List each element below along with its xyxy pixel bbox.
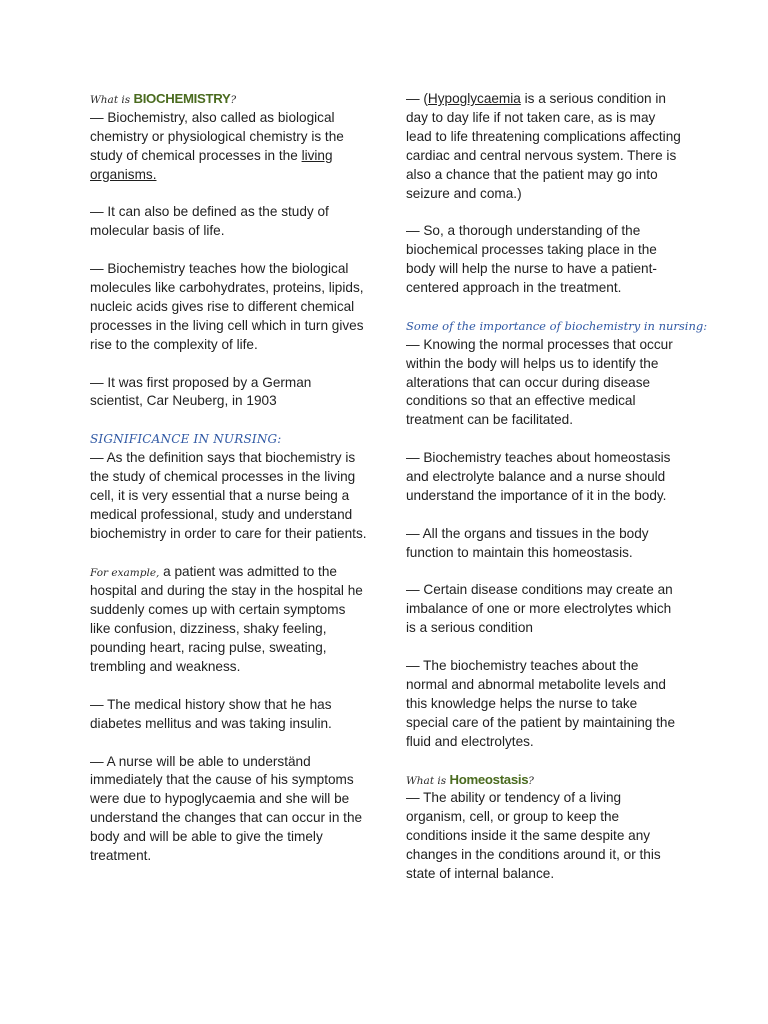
example-lead: For example, (90, 566, 160, 579)
heading-prefix: What is (90, 94, 134, 106)
right-column (406, 90, 708, 903)
paragraph-definition (90, 109, 368, 185)
paragraph-metabolite-levels: — The biochemistry teaches about the normal and abnormal metabolite levels and this knowledge helps the nurse to take special care of the patient by maintaining the fluid and electrolytes. (406, 658, 676, 749)
heading-suffix: ? (230, 94, 237, 106)
paragraph-normal-processes: — Knowing the normal processes that occur within the body will helps us to identify the alterations that can occur during disease conditions so that an effective medical treatment can be facilitated. (406, 336, 673, 428)
paragraph-example (90, 563, 368, 677)
heading-prefix: What is (406, 774, 450, 787)
paragraph-organs-tissues: — All the organs and tissues in the body function to maintain this homeostasis. (406, 525, 649, 560)
heading-keyword: BIOCHEMISTRY (133, 91, 231, 106)
paragraph-medical-history: — The medical history show that he has diabetes mellitus and was taking insulin. (90, 696, 332, 731)
underlined-text: living organisms. (90, 147, 333, 182)
paragraph-thorough-understanding: — So, a thorough understanding of the biochemical processes taking place in the body will help the nurse to have a patient-centered approach in the treatment. (406, 223, 657, 296)
paragraph-significance: — As the definition says that biochemistry is the study of chemical processes in the living cell, it is very essential that a nurse being a medical professional, study and understand biochemistry in order to care for their patients. (90, 450, 367, 541)
underlined-text: Hypoglycaemia (427, 91, 521, 106)
heading-keyword: Homeostasis (449, 771, 529, 787)
paragraph-homeostasis-definition: — The ability or tendency of a living organism, cell, or group to keep the conditions inside it the same despite any changes in the conditions around it, or this state of internal balance. (406, 790, 661, 882)
paragraph-text: a patient was admitted to the hospital and during the stay in the hospital he suddenly comes up with certain symptoms like confusion, dizziness, shaky feeling, pounding heart, racing pulse, sweating, trembling and weakness. (90, 563, 363, 675)
paragraph-molecular-basis: — It can also be defined as the study of molecular basis of life. (90, 204, 329, 239)
heading-text: Some of the importance of biochemistry in nursing: (406, 318, 708, 333)
heading-what-is-biochemistry (90, 90, 368, 109)
paragraph-homeostasis-electrolyte: — Biochemistry teaches about homeostasis and electrolyte balance and a nurse should understand the importance of it in the body. (406, 450, 671, 503)
heading-text: SIGNIFICANCE IN NURSING: (90, 432, 282, 447)
heading-what-is-homeostasis (406, 771, 682, 790)
heading-importance (406, 317, 708, 336)
left-column (90, 90, 368, 885)
paragraph-hypoglycaemia (406, 90, 682, 203)
paragraph-disease-conditions: — Certain disease conditions may create an imbalance of one or more electrolytes which is a serious condition (406, 582, 673, 636)
paragraph-text: — Biochemistry, also called as biological chemistry or physiological chemistry is the study of chemical processes in the (90, 109, 344, 163)
paragraph-history: — It was first proposed by a German scientist, Car Neuberg, in 1903 (90, 374, 312, 409)
heading-significance (90, 430, 368, 449)
heading-suffix: ? (528, 774, 534, 787)
paragraph-biological-molecules: — Biochemistry teaches how the biological molecules like carbohydrates, proteins, lipids, nucleic acids gives rise to different chemical processes in the living cell which in turn gives rise to the complexity of life. (90, 261, 364, 352)
paragraph-nurse-understanding: — A nurse will be able to underständ immediately that the cause of his symptoms were due to hypoglycaemia and she will be understand the changes that can occur in the body and will be able to give the timely treatment. (90, 753, 363, 864)
paragraph-text: is a serious condition in day to day life if not taken care, as is may lead to life threatening complications affecting cardiac and central nervous system. There is also a chance that the patient may go into seizure and coma.) (406, 91, 681, 201)
paragraph-text: — ( (406, 91, 428, 106)
